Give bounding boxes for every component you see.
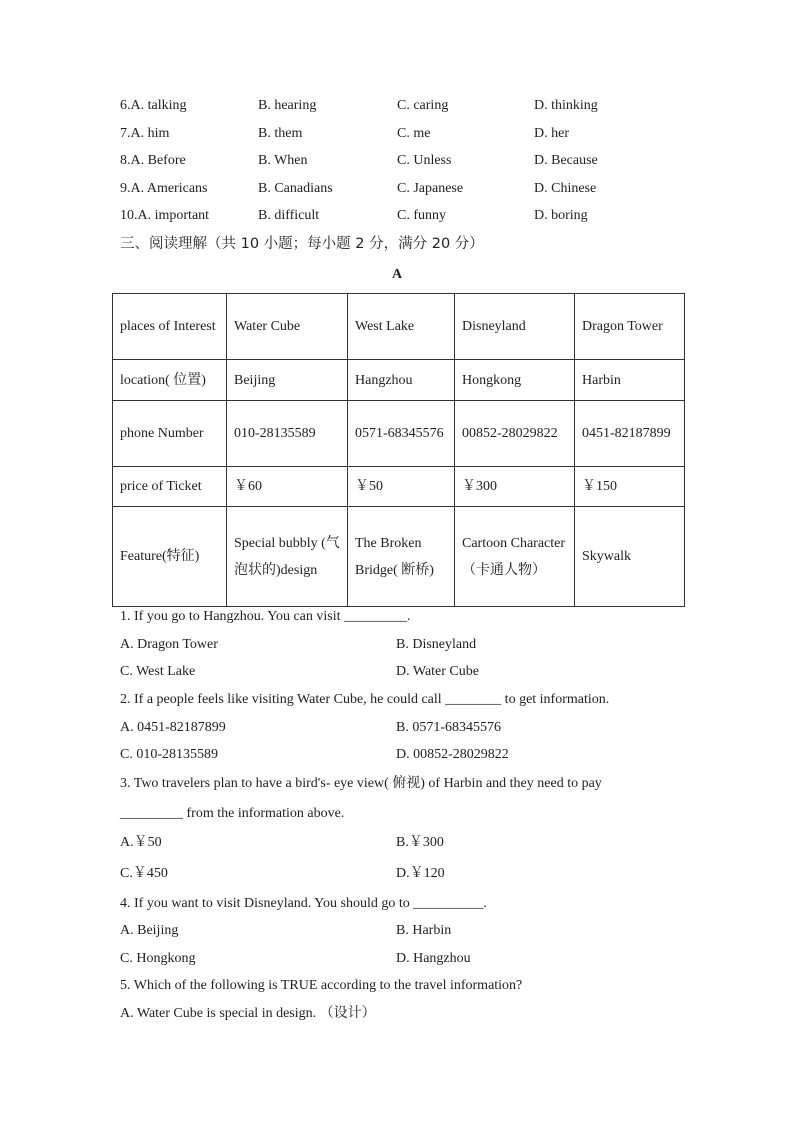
question-1-stem: 1. If you go to Hangzhou. You can visit _________.	[120, 609, 411, 624]
question-3-option-d: D.￥120	[396, 866, 445, 881]
table-cell: Special bubbly (气泡状的)design	[227, 507, 348, 607]
table-cell: Hongkong	[455, 360, 575, 401]
question-1-option-d: D. Water Cube	[396, 664, 479, 679]
question-1-option-c: C. West Lake	[120, 664, 196, 679]
table-cell: 00852-28029822	[455, 401, 575, 467]
table-cell: Water Cube	[227, 294, 348, 360]
cloze-6-a: 6.A. talking	[120, 98, 187, 113]
question-4-row-2	[120, 950, 680, 968]
table-cell: ￥60	[227, 467, 348, 507]
question-3-row-1	[120, 834, 680, 852]
table-cell: location( 位置)	[113, 360, 227, 401]
question-1-option-a: A. Dragon Tower	[120, 637, 218, 652]
table-cell: Hangzhou	[348, 360, 455, 401]
table-cell: The Broken Bridge( 断桥)	[348, 507, 455, 607]
cloze-8-c: C. Unless	[397, 153, 452, 168]
cloze-6-b: B. hearing	[258, 98, 317, 113]
question-3-option-a: A.￥50	[120, 835, 162, 850]
cloze-6-d: D. thinking	[534, 98, 598, 113]
table-cell: Feature(特征)	[113, 507, 227, 607]
question-2-row-1	[120, 719, 680, 737]
table-cell: Beijing	[227, 360, 348, 401]
cloze-10-a: 10.A. important	[120, 208, 210, 223]
table-row-places	[113, 294, 685, 360]
table-cell: Skywalk	[575, 507, 685, 607]
cloze-9-d: D. Chinese	[534, 181, 597, 196]
question-4-option-c: C. Hongkong	[120, 951, 196, 966]
question-4-option-a: A. Beijing	[120, 923, 179, 938]
cloze-7-b: B. them	[258, 126, 303, 141]
question-1-option-b: B. Disneyland	[396, 637, 477, 652]
question-2-option-b: B. 0571-68345576	[396, 720, 501, 735]
section-heading: 三、阅读理解（共 10 小题；每小题 2 分，满分 20 分）	[120, 236, 484, 252]
cloze-7-d: D. her	[534, 126, 569, 141]
table-cell: phone Number	[113, 401, 227, 467]
cloze-9-c: C. Japanese	[397, 181, 464, 196]
travel-info-table	[112, 293, 685, 607]
table-cell: Dragon Tower	[575, 294, 685, 360]
passage-label: A	[391, 267, 403, 282]
question-2-option-a: A. 0451-82187899	[120, 720, 226, 735]
table-cell: ￥150	[575, 467, 685, 507]
table-row-phone	[113, 401, 685, 467]
cloze-7-c: C. me	[397, 126, 431, 141]
cloze-row-9	[120, 180, 680, 198]
cloze-8-b: B. When	[258, 153, 308, 168]
cloze-9-a: 9.A. Americans	[120, 181, 208, 196]
question-4-row-1	[120, 922, 680, 940]
table-row-feature	[113, 507, 685, 607]
cloze-9-b: B. Canadians	[258, 181, 333, 196]
question-4-stem: 4. If you want to visit Disneyland. You should go to __________.	[120, 896, 487, 911]
question-3-option-c: C.￥450	[120, 866, 168, 881]
table-cell: 010-28135589	[227, 401, 348, 467]
cloze-10-d: D. boring	[534, 208, 588, 223]
question-5-option-a: A. Water Cube is special in design. （设计）	[120, 1006, 376, 1021]
question-5-stem: 5. Which of the following is TRUE according to the travel information?	[120, 978, 523, 993]
cloze-row-10	[120, 207, 680, 225]
cloze-row-6	[120, 97, 680, 115]
question-3-stem-continued: _________ from the information above.	[120, 806, 345, 821]
cloze-8-a: 8.A. Before	[120, 153, 186, 168]
question-2-option-d: D. 00852-28029822	[396, 747, 509, 762]
table-cell: places of Interest	[113, 294, 227, 360]
question-2-row-2	[120, 746, 680, 764]
question-3-option-b: B.￥300	[396, 835, 444, 850]
cloze-10-c: C. funny	[397, 208, 446, 223]
question-4-option-b: B. Harbin	[396, 923, 452, 938]
question-2-option-c: C. 010-28135589	[120, 747, 218, 762]
table-cell: Harbin	[575, 360, 685, 401]
question-1-row-2	[120, 663, 680, 681]
table-row-location	[113, 360, 685, 401]
table-cell: 0451-82187899	[575, 401, 685, 467]
cloze-6-c: C. caring	[397, 98, 449, 113]
cloze-7-a: 7.A. him	[120, 126, 170, 141]
table-cell: price of Ticket	[113, 467, 227, 507]
question-3-stem: 3. Two travelers plan to have a bird's- eye view( 俯视) of Harbin and they need to pay	[120, 776, 602, 791]
table-cell: ￥300	[455, 467, 575, 507]
table-cell: ￥50	[348, 467, 455, 507]
table-cell: Cartoon Character（卡通人物）	[455, 507, 575, 607]
question-1-row-1	[120, 636, 680, 654]
table-cell: Disneyland	[455, 294, 575, 360]
question-2-stem: 2. If a people feels like visiting Water Cube, he could call ________ to get information.	[120, 692, 610, 707]
cloze-row-8	[120, 152, 680, 170]
table-cell: 0571-68345576	[348, 401, 455, 467]
table-cell: West Lake	[348, 294, 455, 360]
question-4-option-d: D. Hangzhou	[396, 951, 471, 966]
cloze-8-d: D. Because	[534, 153, 598, 168]
question-3-row-2	[120, 865, 680, 883]
cloze-row-7	[120, 125, 680, 143]
table-row-price	[113, 467, 685, 507]
cloze-10-b: B. difficult	[258, 208, 320, 223]
